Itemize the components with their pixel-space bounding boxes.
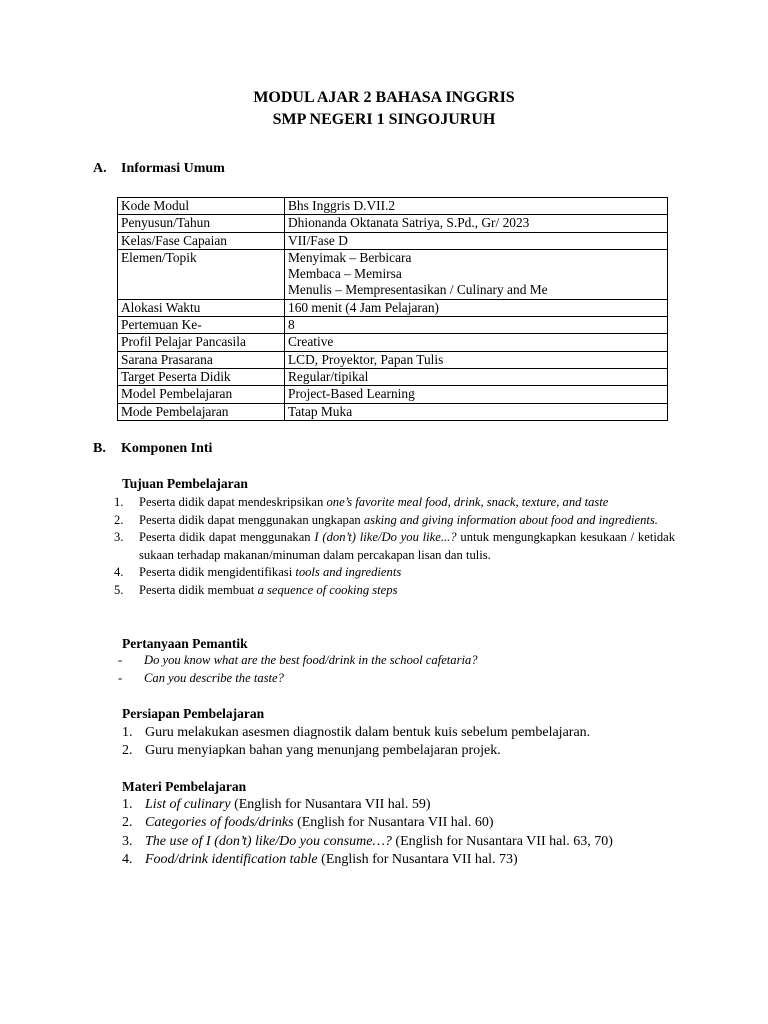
persiapan-heading: Persiapan Pembelajaran [122,706,265,721]
list-text-italic: tools and ingredients [295,565,402,580]
list-text: untuk mengungkapkan kesukaan / ketidak sukaan terhadap makanan/minuman dalam percakapan lisan dan tulis. [139,530,676,562]
list-number: 1. [122,797,133,812]
persiapan-list [122,724,590,761]
list-text-italic: Do you know what are the best food/drink in the school cafetaria? [144,653,478,667]
table-label: Kode Modul [118,198,285,215]
table-label: Pertemuan Ke- [118,317,285,334]
list-text: Peserta didik dapat menggunakan [139,530,315,545]
table-value: LCD, Proyektor, Papan Tulis [285,351,668,368]
table-value [285,249,668,299]
list-text: Peserta didik mengidentifikasi [139,565,296,580]
list-text-italic: Food/drink identification table [145,851,318,867]
list-item [122,742,590,760]
list-item [118,652,478,670]
table-label: Sarana Prasarana [118,351,285,368]
list-text: (English for Nusantara VII hal. 60) [293,815,494,831]
list-number: 1. [122,725,133,740]
list-item [122,796,613,814]
table-row [118,368,668,385]
list-text-italic: Can you describe the taste? [144,670,284,685]
table-row [118,386,668,403]
section-a-letter: A. [93,161,107,176]
document-title-line-1: MODUL AJAR 2 BAHASA INGGRIS [253,89,515,106]
table-label: Alokasi Waktu [118,299,285,316]
table-row [118,215,668,232]
table-value-line: Menyimak – Berbicara [288,249,412,265]
table-value: Creative [285,334,668,351]
list-number: 2. [122,743,133,759]
table-row [118,334,668,351]
materi-list [122,796,613,869]
list-item [118,670,478,688]
tujuan-list [114,494,675,600]
pemantik-heading: Pertanyaan Pemantik [122,636,248,651]
list-text: Peserta didik membuat [139,582,258,597]
section-b-letter: B. [93,441,106,456]
list-item [122,814,613,832]
tujuan-heading: Tujuan Pembelajaran [122,476,248,491]
info-table [117,197,668,421]
list-text-italic: The use of I (don’t) like/Do you consume…? [145,833,392,849]
table-row [118,198,668,215]
list-number: 2. [122,815,133,831]
list-text-italic: asking and giving information about food and ingredients. [363,512,658,527]
table-value: Project-Based Learning [285,386,668,403]
table-row [118,249,668,299]
table-row [118,299,668,316]
pemantik-list [118,652,478,687]
table-label: Penyusun/Tahun [118,215,285,232]
list-text-italic: I (don’t) like/Do you like...? [314,530,457,545]
list-text: Peserta didik dapat menggunakan ungkapan [139,512,364,527]
list-number: 5. [114,582,124,597]
list-number: 4. [122,851,133,867]
table-value: 8 [285,317,668,334]
list-item [114,564,675,582]
document-title-line-2: SMP NEGERI 1 SINGOJURUH [272,111,496,128]
list-dash: - [118,670,123,685]
table-label: Target Peserta Didik [118,368,285,385]
table-label: Mode Pembelajaran [118,403,285,420]
table-row [118,317,668,334]
list-item [114,582,675,600]
list-number: 3. [122,833,133,849]
list-number: 1. [114,495,124,509]
list-item [114,494,675,512]
list-text: (English for Nusantara VII hal. 73) [317,851,518,867]
list-text: (English for Nusantara VII hal. 59) [230,797,431,812]
list-text: Peserta didik dapat mendeskripsikan [139,495,327,509]
table-label: Model Pembelajaran [118,386,285,403]
list-item [122,833,613,851]
list-text-italic: one’s favorite meal food, drink, snack, texture, and taste [326,495,609,509]
table-value: Bhs Inggris D.VII.2 [285,198,668,215]
table-value-line: Membaca – Memirsa [288,266,402,282]
list-text-italic: Categories of foods/drinks [145,815,294,831]
list-item [122,851,613,869]
table-value: Tatap Muka [285,403,668,420]
table-row [118,351,668,368]
table-value-line: Menulis – Mempresentasikan / Culinary and Me [288,282,548,298]
list-number: 2. [114,512,124,527]
list-text: Guru menyiapkan bahan yang menunjang pembelajaran projek. [145,743,501,759]
list-item [114,529,675,564]
list-text-italic: List of culinary [145,797,231,812]
section-a-title: Informasi Umum [121,161,225,176]
table-label: Elemen/Topik [118,249,285,299]
table-label: Profil Pelajar Pancasila [118,334,285,351]
section-b-title: Komponen Inti [121,441,213,456]
list-item [114,512,675,530]
list-text: Guru melakukan asesmen diagnostik dalam bentuk kuis sebelum pembelajaran. [145,725,591,740]
list-number: 3. [114,530,124,545]
list-text-italic: a sequence of cooking steps [257,582,398,597]
list-dash: - [118,653,123,667]
table-value: Regular/tipikal [285,368,668,385]
list-item [122,724,590,742]
table-value: VII/Fase D [285,232,668,249]
table-value: Dhionanda Oktanata Satriya, S.Pd., Gr/ 2023 [285,215,668,232]
list-number: 4. [114,565,124,580]
list-text: (English for Nusantara VII hal. 63, 70) [391,833,613,849]
table-value: 160 menit (4 Jam Pelajaran) [285,299,668,316]
materi-heading: Materi Pembelajaran [122,779,247,794]
table-row [118,232,668,249]
table-label: Kelas/Fase Capaian [118,232,285,249]
table-row [118,403,668,420]
